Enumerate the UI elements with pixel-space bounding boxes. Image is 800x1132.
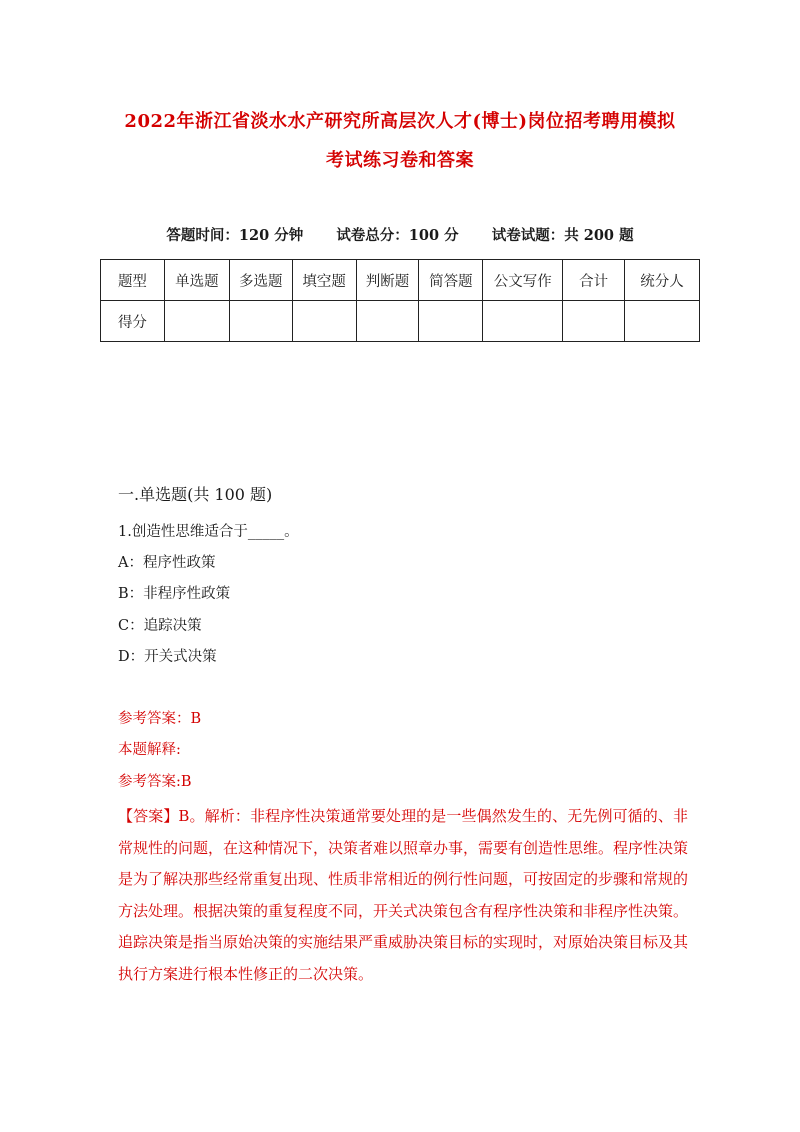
header-cell-total: 合计 <box>563 260 625 301</box>
reference-answer: 参考答案：B <box>118 711 202 727</box>
option-d: D：开关式决策 <box>118 649 217 665</box>
score-cell <box>164 301 229 342</box>
header-cell-true-false: 判断题 <box>356 260 419 301</box>
score-cell <box>563 301 625 342</box>
score-row-label: 得分 <box>101 301 165 342</box>
header-cell-multi-choice: 多选题 <box>229 260 292 301</box>
header-cell-type: 题型 <box>101 260 165 301</box>
header-cell-fill-blank: 填空题 <box>292 260 356 301</box>
score-table-header-row <box>101 260 700 301</box>
answer-explanation: 【答案】B。解析：非程序性决策通常要处理的是一些偶然发生的、无先例可循的、非常规性的问题，在这种情况下，决策者难以照章办事，需要有创造性思维。程序性决策是为了解决那些经常重复出现、性质非常相近的例行性问题，可按固定的步骤和常规的方法处理。根据决策的重复程度不同，开关式决策包含有程序性决策和非程序性决策。追踪决策是指当原始决策的实施结果严重威胁决策目标的实现时，对原始决策目标及其执行方案进行根本性修正的二次决策。 <box>118 807 689 983</box>
score-cell <box>292 301 356 342</box>
option-a: A：程序性政策 <box>118 555 216 571</box>
score-cell <box>356 301 419 342</box>
score-cell <box>229 301 292 342</box>
question-stem: 1.创造性思维适合于_____。 <box>118 524 299 540</box>
header-cell-short-answer: 简答题 <box>419 260 483 301</box>
header-cell-single-choice: 单选题 <box>164 260 229 301</box>
option-c: C：追踪决策 <box>118 618 202 634</box>
score-cell <box>419 301 483 342</box>
exam-time: 答题时间：120 分钟 <box>166 227 304 244</box>
score-cell <box>483 301 563 342</box>
score-table-score-row <box>101 301 700 342</box>
header-cell-document-writing: 公文写作 <box>483 260 563 301</box>
exam-total-score: 试卷总分：100 分 <box>336 227 459 244</box>
explanation-label: 本题解释: <box>118 742 181 758</box>
exam-question-count: 试卷试题：共 200 题 <box>491 227 634 244</box>
reference-answer-repeat: 参考答案:B <box>118 774 192 790</box>
document-title-line-1: 2022年浙江省淡水水产研究所高层次人才(博士)岗位招考聘用模拟 <box>124 111 676 132</box>
document-title-line-2: 考试练习卷和答案 <box>326 150 474 171</box>
score-cell <box>625 301 700 342</box>
score-table <box>100 259 700 342</box>
header-cell-scorer: 统分人 <box>625 260 700 301</box>
exam-info <box>0 224 800 245</box>
section-title: 一.单选题(共 100 题) <box>118 485 273 504</box>
option-b: B：非程序性政策 <box>118 586 231 602</box>
